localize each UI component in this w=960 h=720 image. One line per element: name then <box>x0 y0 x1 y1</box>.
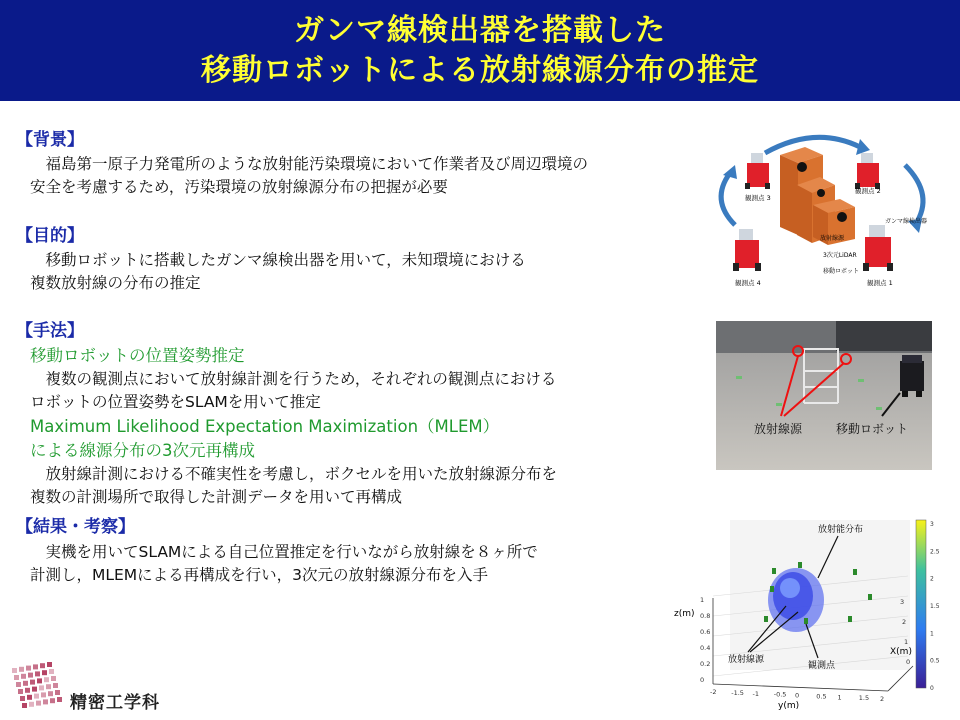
logo-dot <box>43 699 48 704</box>
title-bar <box>0 0 960 101</box>
method-sub2-line-1: 放射線計測における不確実性を考慮し，ボクセルを用いた放射線源分布を <box>30 465 558 483</box>
x-tick-label: 3 <box>900 598 905 606</box>
logo-dot <box>32 687 37 692</box>
logo-dot <box>22 703 27 708</box>
cycle-arrow-right <box>905 165 923 225</box>
y-tick-label: 1 <box>837 693 842 702</box>
schematic-figure <box>705 125 945 295</box>
logo-dot <box>25 688 30 693</box>
logo-dot <box>41 692 46 697</box>
z-tick-label: 0.2 <box>700 660 711 668</box>
label-p2: 観測点 2 <box>855 187 881 195</box>
method-sub2-title-2: による線源分布の3次元再構成 <box>30 441 255 460</box>
robot-p3 <box>745 153 770 189</box>
y-tick-label: -0.5 <box>773 690 787 699</box>
colorbar-tick-label: 2.5 <box>930 548 940 556</box>
department-name: 精密工学科 <box>70 693 160 713</box>
logo-dot <box>57 697 62 702</box>
logo-dot <box>18 689 23 694</box>
method-sub1-line-1: 複数の観測点において放射線計測を行うため，それぞれの観測点における <box>30 370 557 388</box>
z-axis-label: z(m) <box>674 609 695 619</box>
y-tick-label: 0.5 <box>816 692 827 701</box>
robot-p2 <box>855 153 880 189</box>
y-tick-label: -1 <box>752 689 759 698</box>
y-tick-label: 1.5 <box>858 694 870 703</box>
colorbar-tick-label: 2 <box>930 575 934 583</box>
logo-dot <box>46 684 51 689</box>
label-p4: 観測点 4 <box>735 279 761 287</box>
method-sub1-line-2: ロボットの位置姿勢をSLAMを用いて推定 <box>30 393 321 411</box>
mobile-robot <box>900 355 924 397</box>
method-sub2-line-2: 複数の計測場所で取得した計測データを用いて再構成 <box>30 488 403 506</box>
z-tick-label: 0 <box>700 676 705 684</box>
dist-label: 放射能分布 <box>818 525 864 535</box>
y-tick-label: 0 <box>795 691 800 700</box>
background-line-1: 福島第一原子力発電所のような放射能汚染環境において作業者及び周辺環境の <box>30 155 589 173</box>
logo-dot <box>36 701 41 706</box>
title-line-1: ガンマ線検出器を搭載した <box>294 12 666 48</box>
colorbar-tick-label: 0.5 <box>930 657 940 665</box>
label-detector: ガンマ線検出器 <box>885 218 928 225</box>
colorbar-tick-label: 1.5 <box>930 603 940 610</box>
label-p1: 観測点 1 <box>867 279 893 287</box>
y-tick-label: 2 <box>880 695 885 703</box>
logo-dot <box>20 696 25 701</box>
logo-dot <box>12 668 17 673</box>
logo-dot <box>40 663 45 668</box>
colorbar-ticks <box>930 521 940 692</box>
radiation-boxes <box>780 147 855 245</box>
logo-dot <box>49 669 54 674</box>
experiment-photo <box>716 321 932 470</box>
x-axis-label: X(m) <box>890 647 912 657</box>
y-axis-label: y(m) <box>778 701 800 711</box>
logo-dot <box>35 671 40 676</box>
logo-dot <box>21 674 26 679</box>
title-line-2: 移動ロボットによる放射線源分布の推定 <box>201 52 759 88</box>
result-line-2: 計測し，MLEMによる再構成を行い，3次元の放射線源分布を入手 <box>30 566 489 584</box>
logo-dot <box>37 678 42 683</box>
logo-dot <box>16 682 21 687</box>
colorbar-tick-label: 3 <box>930 521 934 528</box>
colorbar-tick-label: 1 <box>930 630 934 638</box>
z-tick-label: 0.4 <box>700 644 711 652</box>
radiation-distribution <box>768 568 824 632</box>
cycle-arrowhead-top <box>856 139 870 155</box>
logo-dot <box>48 691 53 696</box>
logo-dot <box>14 675 19 680</box>
z-tick-label: 0.6 <box>700 628 711 636</box>
y-tick-label: -1.5 <box>731 688 744 697</box>
purpose-line-2: 複数放射線の分布の推定 <box>30 274 201 292</box>
x-tick-label: 2 <box>902 618 907 626</box>
z-tick-label: 0.8 <box>700 612 711 620</box>
robot-p1 <box>863 225 893 271</box>
logo-dot <box>19 667 24 672</box>
z-axis-ticks <box>700 596 710 684</box>
reconstruction-plot <box>668 516 952 712</box>
label-p3: 観測点 3 <box>745 194 771 202</box>
logo-dot <box>23 681 28 686</box>
y-tick-label: -2 <box>710 688 717 696</box>
point-label: 観測点 <box>808 661 836 671</box>
logo-dot <box>39 685 44 690</box>
z-tick-label: 1 <box>700 596 705 604</box>
purpose-heading: 【目的】 <box>16 226 84 246</box>
department-logo-icon <box>8 662 62 712</box>
robot-p4 <box>733 229 761 271</box>
logo-dot <box>47 662 52 667</box>
logo-dot <box>55 690 60 695</box>
logo-dot <box>29 702 34 707</box>
background-line-2: 安全を考慮するため，汚染環境の放射線源分布の把握が必要 <box>30 178 448 196</box>
result-heading: 【結果・考察】 <box>16 517 135 537</box>
colorbar-tick-label: 0 <box>930 685 934 692</box>
logo-dot <box>42 670 47 675</box>
photo-source-label: 放射線源 <box>754 422 803 436</box>
method-sub2-title-1: Maximum Likelihood Expectation Maximization（MLEM） <box>30 417 500 436</box>
background-heading: 【背景】 <box>16 130 84 150</box>
logo-dot <box>26 666 31 671</box>
colorbar <box>916 520 926 688</box>
logo-dot <box>33 664 38 669</box>
cycle-arrow-left <box>721 173 735 225</box>
logo-dot <box>28 673 33 678</box>
label-robot: 移動ロボット <box>823 268 860 275</box>
logo-dot <box>51 676 56 681</box>
source-label: 放射線源 <box>728 655 765 665</box>
logo-dot <box>34 694 39 699</box>
label-lidar: 3次元LiDAR <box>823 252 857 259</box>
logo-dot <box>30 680 35 685</box>
method-sub1-title: 移動ロボットの位置姿勢推定 <box>30 346 245 365</box>
method-heading: 【手法】 <box>16 321 84 341</box>
photo-robot-label: 移動ロボット <box>836 422 909 436</box>
logo-dot <box>44 677 49 682</box>
purpose-line-1: 移動ロボットに搭載したガンマ線検出器を用いて，未知環境における <box>30 251 526 269</box>
label-source: 放射線源 <box>820 235 845 242</box>
result-line-1: 実機を用いてSLAMによる自己位置推定を行いながら放射線を８ヶ所で <box>30 543 538 561</box>
x-tick-label: 1 <box>904 638 909 646</box>
logo-dot <box>50 698 55 703</box>
x-tick-label: 0 <box>906 658 911 666</box>
logo-dot <box>53 683 58 688</box>
logo-dot <box>27 695 32 700</box>
